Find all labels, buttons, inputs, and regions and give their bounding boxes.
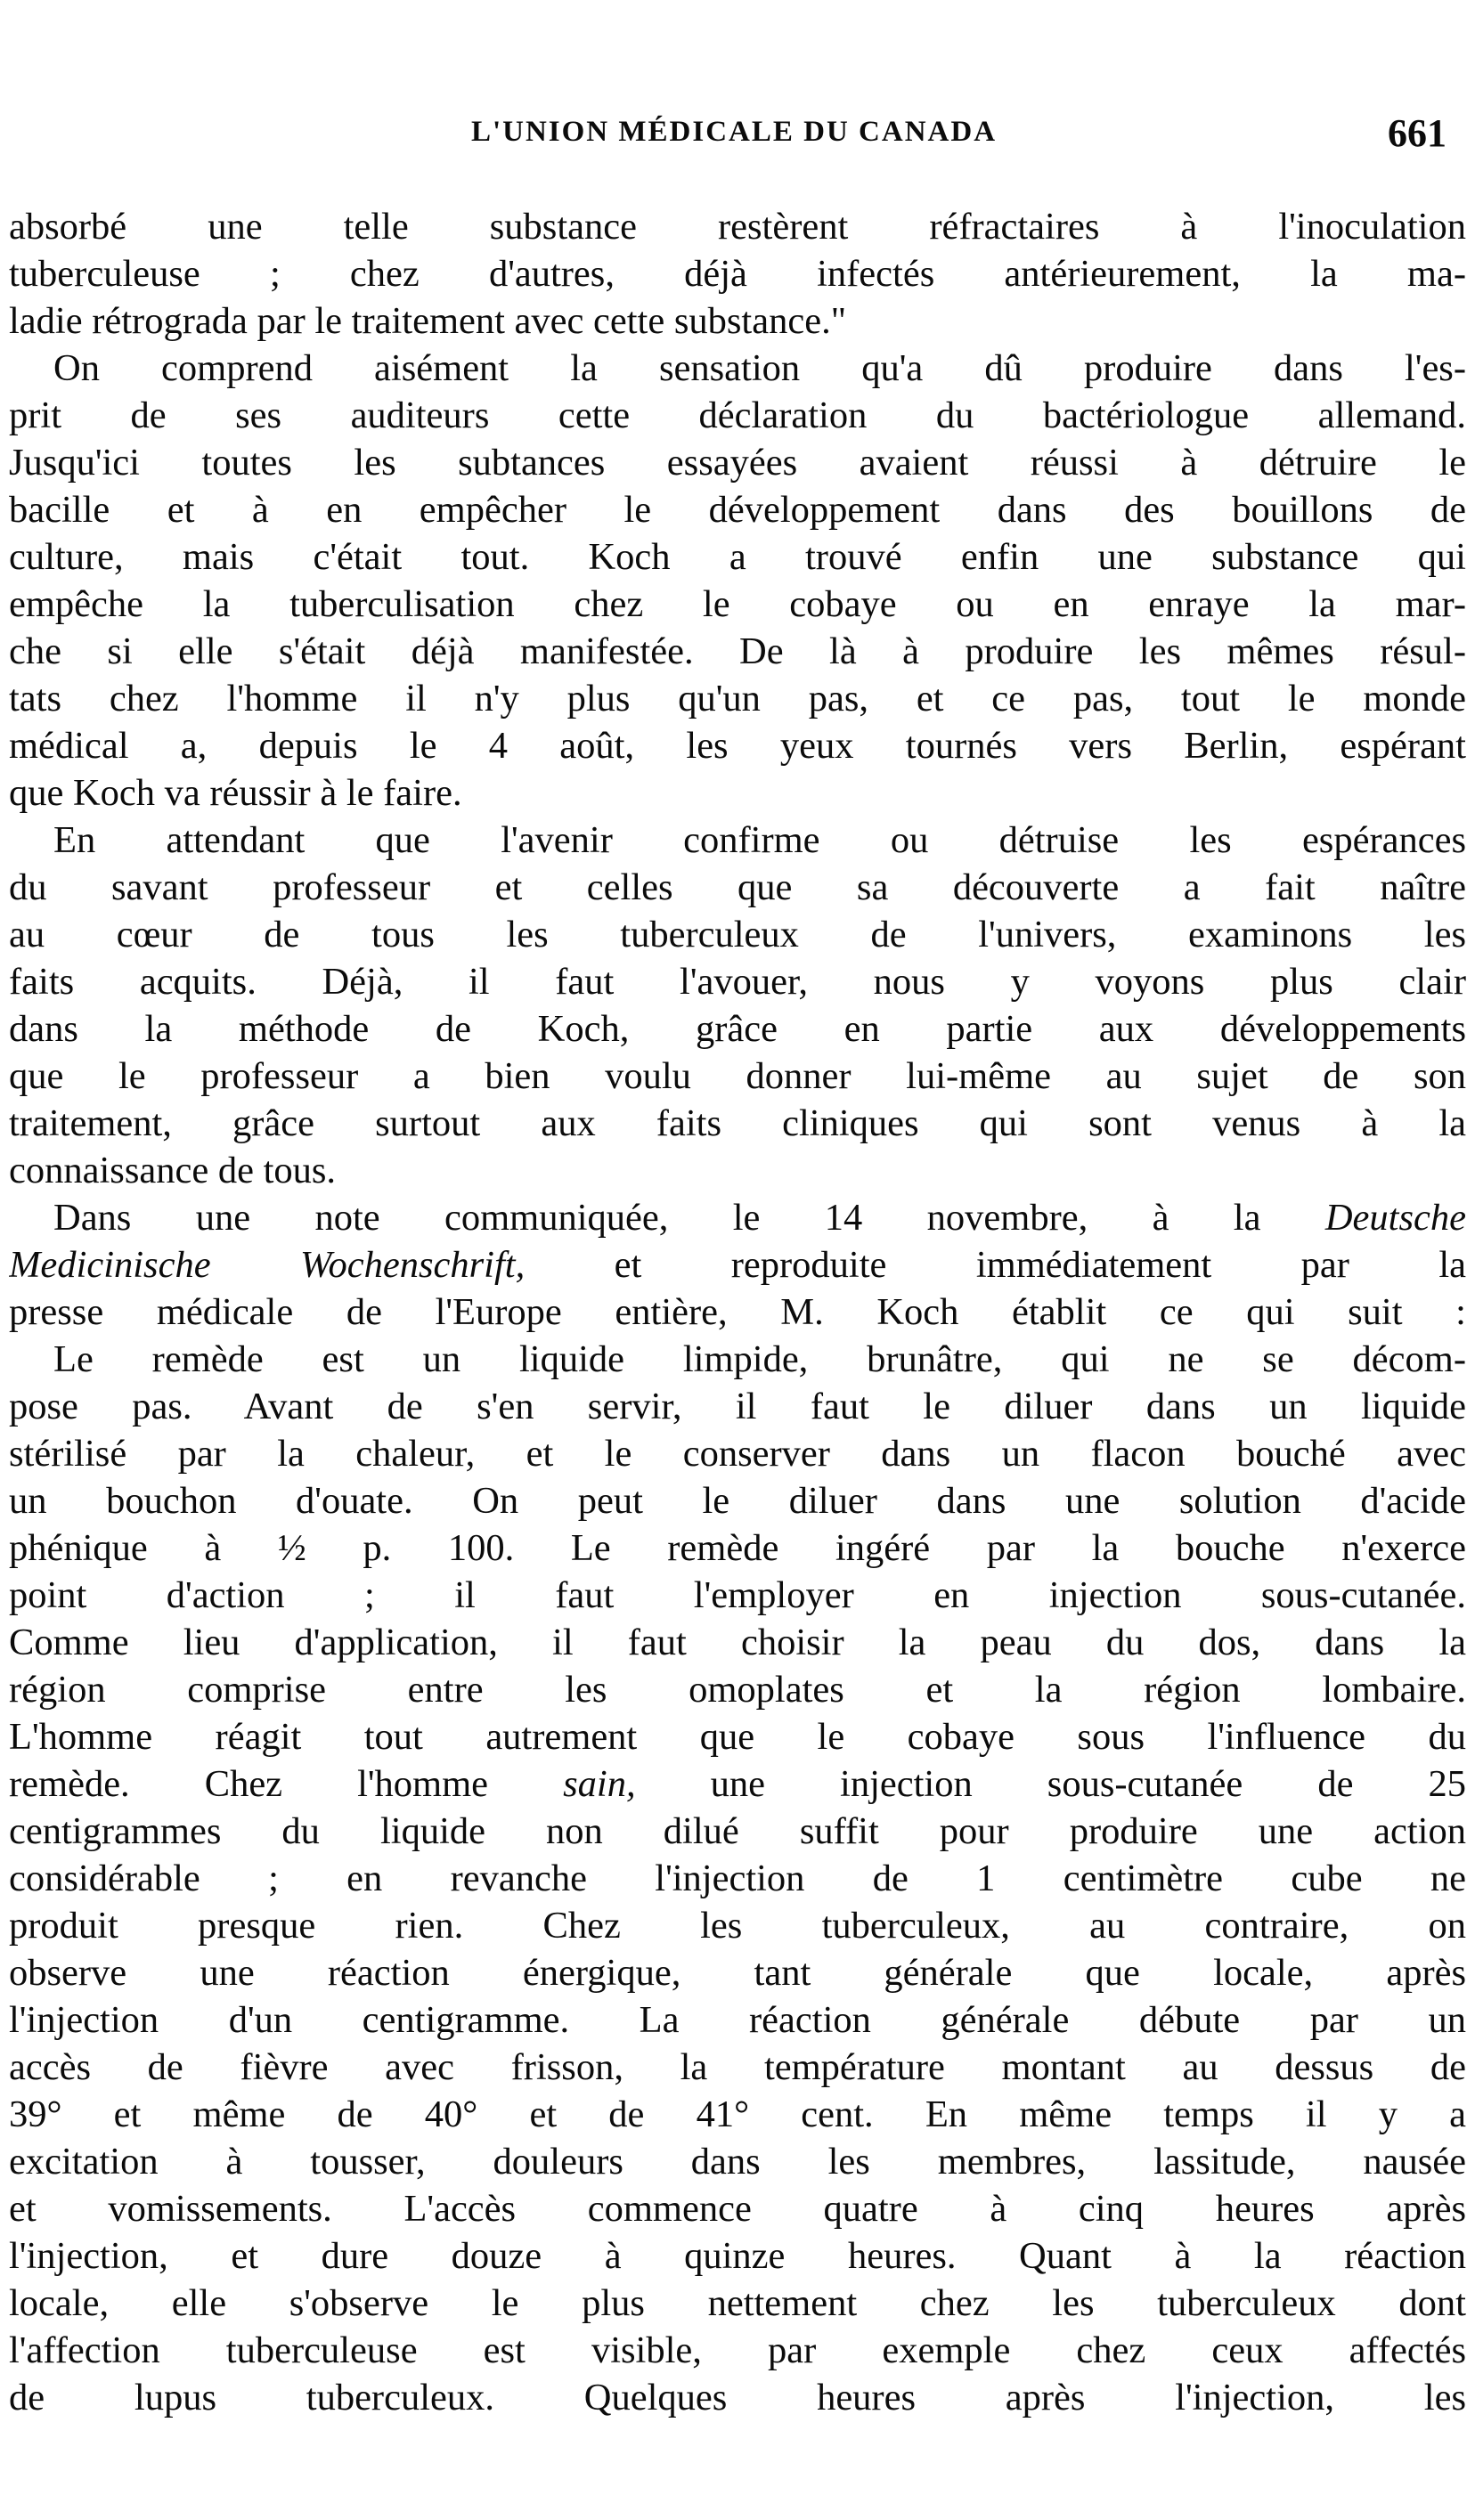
italic-run: sain, xyxy=(563,1763,636,1805)
text-line: prit de ses auditeurs cette déclaration du bactériologue allemand. xyxy=(9,394,1466,436)
text-line: 39° et même de 40° et de 41° cent. En même temps il y a xyxy=(9,2093,1466,2135)
text-line: faits acquits. Déjà, il faut l'avouer, nous y voyons plus clair xyxy=(9,961,1466,1003)
italic-run: Medicinische Wochenschrift, xyxy=(9,1244,526,1286)
text-line: observe une réaction énergique, tant générale que locale, après xyxy=(9,1952,1466,1994)
text-line: accès de fièvre avec frisson, la température montant au dessus de xyxy=(9,2046,1466,2088)
text-line: excitation à tousser, douleurs dans les membres, lassitude, nausée xyxy=(9,2141,1466,2183)
text-line-with-italic xyxy=(9,1241,1466,1288)
text-line: ladie rétrograda par le traitement avec cette substance." xyxy=(9,300,847,342)
italic-run: Deutsche xyxy=(1324,1197,1466,1239)
running-title: L'UNION MÉDICALE DU CANADA xyxy=(470,116,998,148)
text-line xyxy=(9,2421,1466,2468)
text-line: phénique à ½ p. 100. Le remède ingéré par la bouche n'exerce xyxy=(9,1527,1466,1569)
text-line: région comprise entre les omoplates et la région lombaire. xyxy=(9,1669,1466,1711)
page-number: 661 xyxy=(1388,111,1446,155)
text-line-with-italic xyxy=(9,1194,1466,1241)
text-line: l'affection tuberculeuse est visible, par exemple chez ceux affectés xyxy=(9,2329,1466,2371)
text-line-with-italic xyxy=(9,1760,1466,1808)
body-text xyxy=(9,203,1466,2468)
text-line: presse médicale de l'Europe entière, M. Koch établit ce qui suit : xyxy=(9,1291,1466,1333)
text-line: du savant professeur et celles que sa découverte a fait naître xyxy=(9,866,1466,908)
text-run: et reproduite immédiatement par la xyxy=(614,1244,1466,1286)
text-line: absorbé une telle substance restèrent réfractaires à l'inoculation xyxy=(9,206,1466,248)
text-line: Jusqu'ici toutes les subtances essayées avaient réussi à détruire le xyxy=(9,442,1466,484)
text-line: dans la méthode de Koch, grâce en partie aux développements xyxy=(9,1008,1466,1050)
text-line: bacille et à en empêcher le développement dans des bouillons de xyxy=(9,489,1466,531)
text-line: considérable ; en revanche l'injection de 1 centimètre cube ne xyxy=(9,1857,1466,1899)
text-line: che si elle s'était déjà manifestée. De là à produire les mêmes résul- xyxy=(9,630,1466,672)
text-line: pose pas. Avant de s'en servir, il faut le diluer dans un liquide xyxy=(9,1386,1466,1427)
text-line: que Koch va réussir à le faire. xyxy=(9,772,462,814)
text-line: l'injection, et dure douze à quinze heures. Quant à la réaction xyxy=(9,2235,1466,2277)
text-line: que le professeur a bien voulu donner lui-même au sujet de son xyxy=(9,1055,1466,1097)
text-line: Comme lieu d'application, il faut choisir la peau du dos, dans la xyxy=(9,1622,1466,1663)
text-line: point d'action ; il faut l'employer en injection sous-cutanée. xyxy=(9,1574,1466,1616)
text-line: stérilisé par la chaleur, et le conserver dans un flacon bouché avec xyxy=(9,1433,1466,1475)
text-line: médical a, depuis le 4 août, les yeux tournés vers Berlin, espérant xyxy=(9,725,1466,767)
text-line: connaissance de tous. xyxy=(9,1150,337,1191)
text-line: L'homme réagit tout autrement que le cobaye sous l'influence du xyxy=(9,1716,1466,1758)
text-line: au cœur de tous les tuberculeux de l'univers, examinons les xyxy=(9,914,1466,955)
text-line: empêche la tuberculisation chez le cobaye ou en enraye la mar- xyxy=(9,583,1466,625)
text-line: et vomissements. L'accès commence quatre à cinq heures après xyxy=(9,2188,1466,2230)
text-run: une injection sous-cutanée de 25 xyxy=(710,1763,1466,1805)
text-line: tats chez l'homme il n'y plus qu'un pas, et ce pas, tout le monde xyxy=(9,678,1466,719)
text-line: traitement, grâce surtout aux faits cliniques qui sont venus à la xyxy=(9,1102,1466,1144)
text-line: On comprend aisément la sensation qu'a dû produire dans l'es- xyxy=(53,347,1466,389)
text-line: En attendant que l'avenir confirme ou détruise les espérances xyxy=(53,819,1466,861)
text-line: un bouchon d'ouate. On peut le diluer dans une solution d'acide xyxy=(9,1480,1466,1522)
text-line: produit presque rien. Chez les tuberculeux, au contraire, on xyxy=(9,1905,1466,1947)
text-line: Le remède est un liquide limpide, brunâtre, qui ne se décom- xyxy=(53,1338,1466,1380)
text-line: locale, elle s'observe le plus nettement chez les tuberculeux dont xyxy=(9,2282,1466,2324)
text-line: culture, mais c'était tout. Koch a trouvé enfin une substance qui xyxy=(9,536,1466,578)
text-run: Dans une note communiquée, le 14 novembre, à la xyxy=(53,1197,1261,1239)
text-line: de lupus tuberculeux. Quelques heures après l'injection, les xyxy=(9,2377,1466,2418)
text-line: l'injection d'un centigramme. La réaction générale débute par un xyxy=(9,1999,1466,2041)
text-line: tuberculeuse ; chez d'autres, déjà infectés antérieurement, la ma- xyxy=(9,253,1466,295)
page-header xyxy=(12,111,1455,169)
text-run: remède. Chez l'homme xyxy=(9,1763,489,1805)
text-line: centigrammes du liquide non dilué suffit pour produire une action xyxy=(9,1810,1466,1852)
